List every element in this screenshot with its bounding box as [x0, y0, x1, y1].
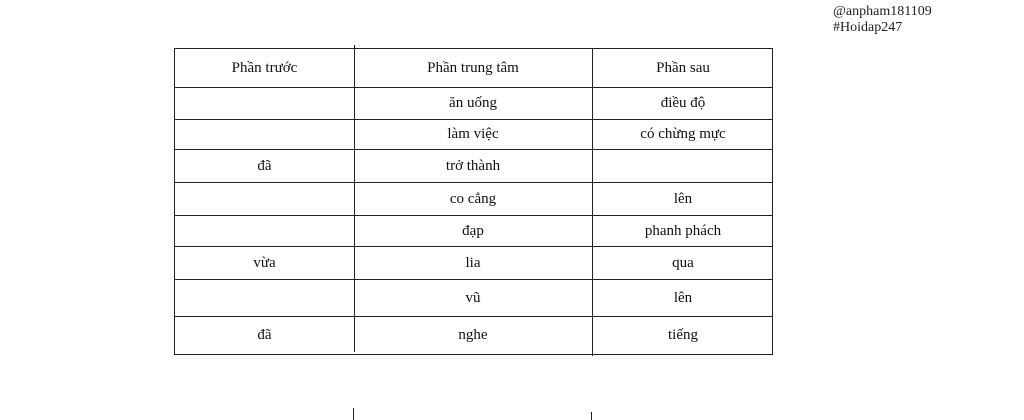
cell-col-after: tiếng: [668, 327, 698, 343]
cell-col-center: nghe: [458, 327, 488, 343]
header-cell-col-center: Phần trung tâm: [427, 59, 519, 76]
watermark-username: @anpham181109: [833, 4, 932, 19]
header-cell-col-after: Phần sau: [656, 59, 710, 76]
cell-col-after: qua: [672, 254, 694, 271]
table-row: [175, 150, 772, 183]
cell-col-after: phanh phách: [644, 222, 722, 239]
table-row: [175, 88, 772, 120]
cell-col-before: [175, 216, 354, 246]
table-row: [175, 216, 772, 247]
cell-col-center: lia: [465, 254, 481, 271]
cell-col-after: [592, 150, 774, 182]
header-cell-col-before: Phần trước: [231, 59, 298, 76]
table-row: [175, 247, 772, 280]
page-fragment-line-left: [353, 408, 354, 420]
watermark-hashtag: #Hoidap247: [833, 20, 903, 35]
header-row: [175, 49, 772, 88]
table-row: [175, 317, 772, 354]
cell-col-after: lên: [673, 289, 693, 306]
cell-col-before: đã: [257, 327, 272, 343]
cell-col-center: làm việc: [447, 126, 499, 142]
cell-col-before: [175, 183, 354, 215]
cell-col-after: có chừng mực: [640, 126, 726, 142]
watermark: [833, 4, 932, 36]
cell-col-before: vừa: [253, 254, 276, 271]
cell-col-center: đạp: [462, 222, 484, 239]
table-row: [175, 183, 772, 216]
cell-col-center: ăn uống: [449, 95, 497, 111]
cell-col-after: lên: [673, 190, 693, 207]
phrase-structure-table: [174, 48, 773, 355]
cell-col-before: [175, 280, 354, 316]
cell-col-before: [175, 120, 354, 149]
page-fragment-line-right: [591, 412, 592, 420]
cell-col-after: điều độ: [660, 95, 706, 111]
cell-col-center: vũ: [465, 289, 481, 306]
cell-col-center: trở thành: [445, 157, 501, 174]
cell-col-before: [175, 88, 354, 119]
table-row: [175, 280, 772, 317]
table-row: [175, 120, 772, 150]
cell-col-center: co cẳng: [449, 190, 497, 207]
cell-col-before: đã: [257, 157, 272, 174]
